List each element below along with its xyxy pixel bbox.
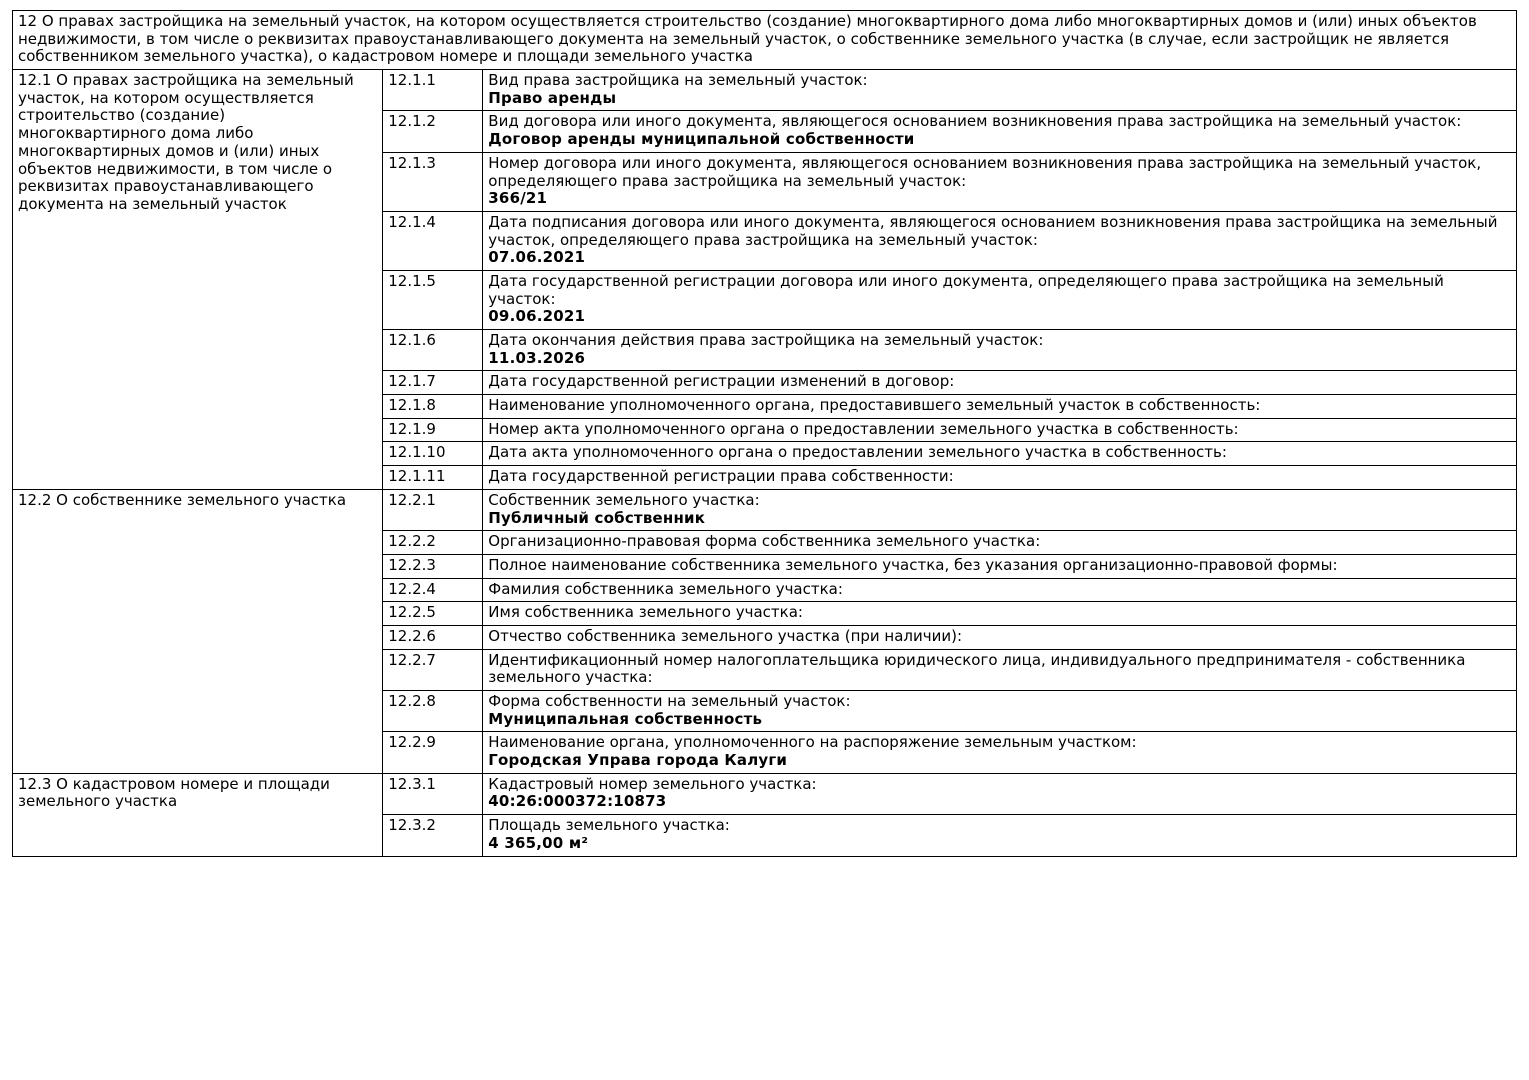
row-answer: 40:26:000372:10873 xyxy=(488,792,667,811)
group-title-12-1: 12.1 О правах застройщика на земельный участок, на котором осуществляется строительство (создание) многоквартирного дома либо многоквартирных домов и (или) иных объектов недвижимости, в том числе о реквизитах правоустанавливающего документа на земельный участок xyxy=(13,70,383,490)
row-answer: 11.03.2026 xyxy=(488,348,586,367)
row-value xyxy=(483,625,1517,649)
row-label: Дата подписания договора или иного документа, являющегося основанием возникновения права застройщика на земельный участок, определяющего права застройщика на земельный участок: xyxy=(488,212,1498,249)
row-label: Организационно-правовая форма собственника земельного участка: xyxy=(488,532,1041,551)
row-value xyxy=(483,578,1517,602)
row-number: 12.1.5 xyxy=(383,270,483,329)
row-label: Наименование уполномоченного органа, предоставившего земельный участок в собственность: xyxy=(488,396,1261,415)
row-answer: 366/21 xyxy=(488,189,548,208)
row-label: Вид договора или иного документа, являющегося основанием возникновения права застройщика на земельный участок: xyxy=(488,112,1462,131)
row-label: Полное наименование собственника земельного участка, без указания организационно-правовой формы: xyxy=(488,555,1338,574)
table-row xyxy=(13,70,1517,111)
row-label: Наименование органа, уполномоченного на распоряжение земельным участком: xyxy=(488,733,1137,752)
table-header-row xyxy=(13,11,1517,70)
row-answer: 4 365,00 м² xyxy=(488,833,589,852)
row-value xyxy=(483,815,1517,856)
row-number: 12.3.1 xyxy=(383,773,483,814)
row-label: Собственник земельного участка: xyxy=(488,490,760,509)
row-label: Вид права застройщика на земельный участок: xyxy=(488,71,868,90)
row-value xyxy=(483,466,1517,490)
row-value xyxy=(483,211,1517,270)
row-value xyxy=(483,489,1517,530)
row-number: 12.2.3 xyxy=(383,554,483,578)
row-value xyxy=(483,395,1517,419)
row-label: Дата государственной регистрации права собственности: xyxy=(488,467,954,486)
row-number: 12.2.9 xyxy=(383,732,483,773)
land-plot-rights-table xyxy=(12,10,1517,857)
row-value xyxy=(483,270,1517,329)
row-number: 12.1.2 xyxy=(383,111,483,152)
row-number: 12.2.8 xyxy=(383,691,483,732)
row-answer: Городская Управа города Калуги xyxy=(488,751,788,770)
row-number: 12.1.9 xyxy=(383,418,483,442)
row-value xyxy=(483,691,1517,732)
row-number: 12.1.7 xyxy=(383,371,483,395)
row-label: Кадастровый номер земельного участка: xyxy=(488,774,817,793)
row-value xyxy=(483,442,1517,466)
row-label: Номер акта уполномоченного органа о предоставлении земельного участка в собственность: xyxy=(488,419,1239,438)
row-answer: Муниципальная собственность xyxy=(488,709,763,728)
row-number: 12.3.2 xyxy=(383,815,483,856)
row-label: Отчество собственника земельного участка (при наличии): xyxy=(488,626,963,645)
row-value xyxy=(483,418,1517,442)
row-value xyxy=(483,330,1517,371)
table-body xyxy=(13,11,1517,857)
row-answer: Договор аренды муниципальной собственности xyxy=(488,130,915,149)
row-number: 12.2.7 xyxy=(383,649,483,690)
table-row xyxy=(13,773,1517,814)
row-value xyxy=(483,554,1517,578)
row-value xyxy=(483,111,1517,152)
row-answer: 09.06.2021 xyxy=(488,307,586,326)
row-number: 12.1.4 xyxy=(383,211,483,270)
row-number: 12.1.8 xyxy=(383,395,483,419)
group-title-12-3: 12.3 О кадастровом номере и площади земельного участка xyxy=(13,773,383,856)
row-label: Дата окончания действия права застройщика на земельный участок: xyxy=(488,331,1044,349)
row-value xyxy=(483,773,1517,814)
row-label: Фамилия собственника земельного участка: xyxy=(488,579,843,598)
row-number: 12.1.3 xyxy=(383,152,483,211)
row-label: Форма собственности на земельный участок: xyxy=(488,692,851,710)
row-number: 12.1.11 xyxy=(383,466,483,490)
row-answer: Публичный собственник xyxy=(488,508,706,527)
row-number: 12.2.4 xyxy=(383,578,483,602)
section-header: 12 О правах застройщика на земельный участок, на котором осуществляется строительство (создание) многоквартирного дома либо многоквартирных домов и (или) иных объектов недвижимости, в том числе о реквизитах правоустанавливающего документа на земельный участок, о собственнике земельного участка (в случае, если застройщик не является собственником земельного участка), о кадастровом номере и площади земельного участка xyxy=(13,11,1517,70)
row-value xyxy=(483,732,1517,773)
row-number: 12.2.1 xyxy=(383,489,483,530)
row-value xyxy=(483,152,1517,211)
row-label: Номер договора или иного документа, являющегося основанием возникновения права застройщика на земельный участок, определяющего права застройщика на земельный участок: xyxy=(488,153,1482,190)
row-value xyxy=(483,70,1517,111)
row-value xyxy=(483,531,1517,555)
row-label: Дата государственной регистрации изменений в договор: xyxy=(488,372,955,391)
row-number: 12.2.2 xyxy=(383,531,483,555)
row-answer: Право аренды xyxy=(488,88,617,107)
row-label: Площадь земельного участка: xyxy=(488,816,730,835)
row-number: 12.2.5 xyxy=(383,602,483,626)
row-number: 12.1.6 xyxy=(383,330,483,371)
row-number: 12.1.10 xyxy=(383,442,483,466)
group-title-12-2: 12.2 О собственнике земельного участка xyxy=(13,489,383,773)
row-value xyxy=(483,649,1517,690)
row-label: Дата акта уполномоченного органа о предоставлении земельного участка в собственность: xyxy=(488,443,1227,462)
row-number: 12.2.6 xyxy=(383,625,483,649)
row-number: 12.1.1 xyxy=(383,70,483,111)
row-answer: 07.06.2021 xyxy=(488,248,586,267)
row-value xyxy=(483,371,1517,395)
table-row xyxy=(13,489,1517,530)
row-value xyxy=(483,602,1517,626)
row-label: Имя собственника земельного участка: xyxy=(488,603,803,622)
row-label: Дата государственной регистрации договора или иного документа, определяющего права застройщика на земельный участок: xyxy=(488,271,1444,308)
row-label: Идентификационный номер налогоплательщика юридического лица, индивидуального предпринимателя - собственника земельного участка: xyxy=(488,650,1466,687)
